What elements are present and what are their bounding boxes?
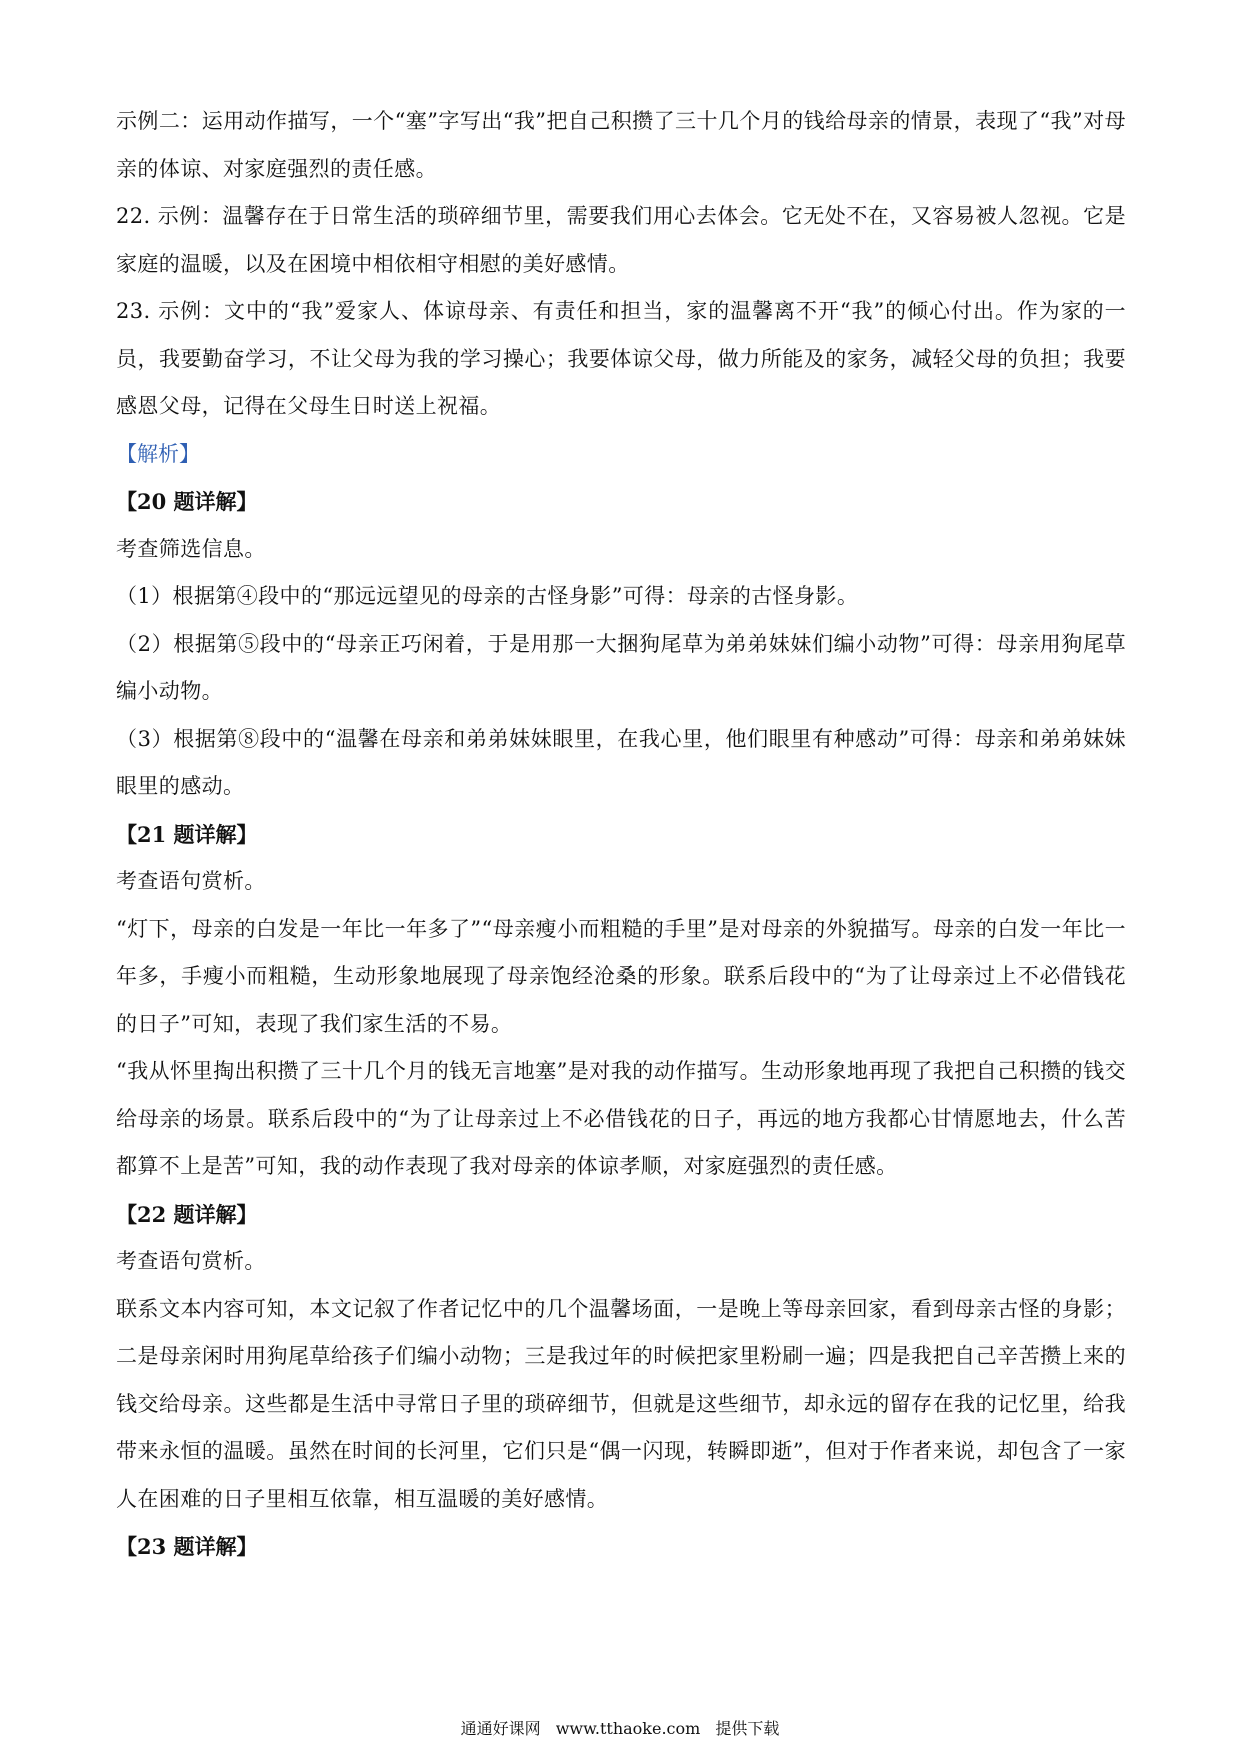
q21-detail-heading: 【21 题详解】 [116,821,258,847]
q21-analysis-2: “我从怀里掏出积攒了三十几个月的钱无言地塞”是对我的动作描写。生动形象地再现了我把自己积攒的钱交给母亲的场景。联系后段中的“为了让母亲过上不必借钱花的日子，再远的地方我都心甘情愿地去，什么苦都算不上是苦”可知，我的动作表现了我对母亲的体谅孝顺，对家庭强烈的责任感。 [116,1059,1126,1178]
q20-detail-heading: 【20 题详解】 [116,489,258,514]
answer-23: 23. 示例：文中的“我”爱家人、体谅母亲、有责任和担当，家的温馨离不开“我”的倾心付出。作为家的一员，我要勤奋学习，不让父母为我的学习操心；我要体谅父母，做力所能及的家务，减轻父母的负担；我要感恩父母，记得在父母生日时送上祝福。 [116,299,1126,418]
document-body [116,98,1126,1571]
q20-point-3: （3）根据第⑧段中的“温馨在母亲和弟弟妹妹眼里，在我心里，他们眼里有种感动”可得：母亲和弟弟妹妹眼里的感动。 [116,726,1126,798]
answer-22: 22. 示例：温馨存在于日常生活的琐碎细节里，需要我们用心去体会。它无处不在，又容易被人忽视。它是家庭的温暖，以及在困境中相依相守相慰的美好感情。 [116,204,1126,276]
footer-url[interactable]: www.tthaoke.com [555,1719,701,1738]
q22-focus: 考查语句赏析。 [116,1249,266,1273]
q21-analysis-1: “灯下，母亲的白发是一年比一年多了”“母亲瘦小而粗糙的手里”是对母亲的外貌描写。母亲的白发一年比一年多，手瘦小而粗糙，生动形象地展现了母亲饱经沧桑的形象。联系后段中的“为了让母亲过上不必借钱花的日子”可知，表现了我们家生活的不易。 [116,916,1126,1036]
q22-analysis: 联系文本内容可知，本文记叙了作者记忆中的几个温馨场面，一是晚上等母亲回家，看到母亲古怪的身影；二是母亲闲时用狗尾草给孩子们编小动物；三是我过年的时候把家里粉刷一遍；四是我把自己辛苦攒上来的钱交给母亲。这些都是生活中寻常日子里的琐碎细节，但就是这些细节，却永远的留存在我的记忆里，给我带来永恒的温暖。虽然在时间的长河里，它们只是“偶一闪现，转瞬即逝”，但对于作者来说，却包含了一家人在困难的日子里相互依靠，相互温暖的美好感情。 [116,1296,1126,1511]
q22-detail-heading: 【22 题详解】 [116,1201,258,1227]
q20-point-1: （1）根据第④段中的“那远远望见的母亲的古怪身影”可得：母亲的古怪身影。 [116,584,859,608]
answer-21-example-2: 示例二：运用动作描写，一个“塞”字写出“我”把自己积攒了三十几个月的钱给母亲的情景，表现了“我”对母亲的体谅、对家庭强烈的责任感。 [116,109,1126,181]
footer-suffix: 提供下载 [715,1719,780,1738]
q23-detail-heading: 【23 题详解】 [116,1534,258,1559]
page-footer [0,1718,1240,1740]
q20-point-2: （2）根据第⑤段中的“母亲正巧闲着，于是用那一大捆狗尾草为弟弟妹妹们编小动物”可得：母亲用狗尾草编小动物。 [116,631,1126,703]
q20-focus: 考查筛选信息。 [116,536,266,561]
analysis-label: 【解析】 [116,441,200,466]
q21-focus: 考查语句赏析。 [116,869,266,893]
footer-site-name: 通通好课网 [460,1719,541,1738]
